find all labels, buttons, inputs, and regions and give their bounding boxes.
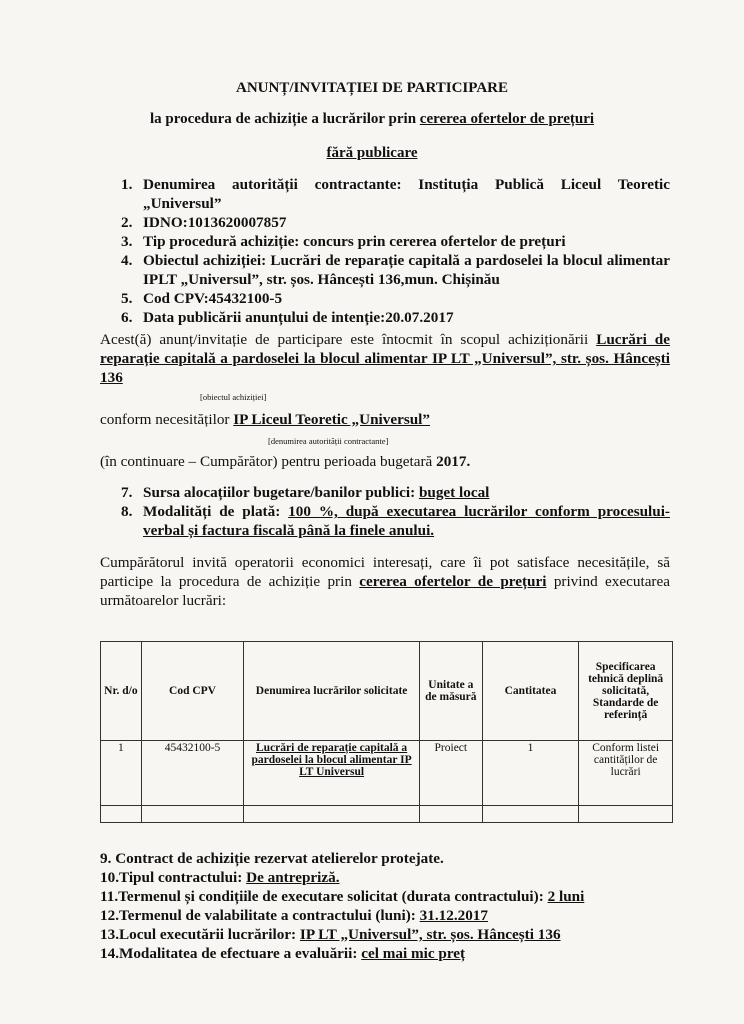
authority-note: [denumirea autorității contractante] xyxy=(268,436,389,446)
table-row xyxy=(101,806,673,823)
table-cell xyxy=(579,806,673,823)
list-item: 8. Modalități de plată: 100 %, după executarea lucrărilor conform procesului-verbal și factura fiscală până la finele anului. xyxy=(121,503,670,539)
list-item: 13.Locul executării lucrărilor: IP LT „Universul”, str. șos. Hâncești 136 xyxy=(100,926,561,943)
authority-name: IP Liceul Teoretic „Universul” xyxy=(233,411,430,428)
list-item: 4. Obiectul achiziției: Lucrări de reparație capitală a pardoselei la blocul alimentar IPLT „Universul”, str. șos. Hâncești 136,mun. Chișinău xyxy=(121,252,670,288)
list-item: 7. Sursa alocațiilor bugetare/banilor publici: buget local xyxy=(121,484,490,501)
table-header: Cantitatea xyxy=(482,642,579,741)
table-row xyxy=(101,741,673,806)
invitation-procedure: cererea ofertelor de prețuri xyxy=(359,573,547,590)
table-cell xyxy=(482,806,579,823)
table-header: Specificarea tehnică deplină solicitată, Standarde de referință xyxy=(579,642,673,741)
table-cell: 1 xyxy=(482,741,579,806)
table-cell xyxy=(244,806,420,823)
table-cell xyxy=(419,806,482,823)
table-cell: 45432100-5 xyxy=(141,741,243,806)
table-header: Cod CPV xyxy=(141,642,243,741)
table-cell: Lucrări de reparație capitală a pardoselei la blocul alimentar IP LT Universul xyxy=(244,741,420,806)
document-subtitle xyxy=(0,111,744,128)
list-item: 3. Tip procedură achiziție: concurs prin cererea ofertelor de prețuri xyxy=(121,233,566,250)
section-list-1 xyxy=(100,175,670,327)
list-item: 11.Termenul și condițiile de executare solicitat (durata contractului): 2 luni xyxy=(100,888,585,905)
paragraph-authority: conform necesităților IP Liceul Teoretic „Universul” xyxy=(100,411,430,428)
table-cell: 1 xyxy=(101,741,142,806)
list-item: 14.Modalitatea de efectuare a evaluării: cel mai mic preț xyxy=(100,945,466,962)
works-table xyxy=(100,641,673,823)
budget-year: 2017. xyxy=(436,453,471,470)
document-title: ANUNȚ/INVITAȚIEI DE PARTICIPARE xyxy=(235,80,508,96)
subtitle-no-publication: fără publicare xyxy=(326,145,418,161)
table-cell xyxy=(101,806,142,823)
procurement-object: Lucrări de reparație capitală a pardoselei la blocul alimentar IP LT „Universul”, str. șos. Hâncești 136 xyxy=(100,331,670,386)
list-item: 2. IDNO:1013620007857 xyxy=(121,214,287,231)
list-item: 5. Cod CPV:45432100-5 xyxy=(121,290,283,307)
subtitle-prefix: la procedura de achiziție a lucrărilor prin xyxy=(149,111,420,127)
list-item: 6. Data publicării anunțului de intenție:20.07.2017 xyxy=(121,309,454,326)
subtitle-procedure: cererea ofertelor de prețuri xyxy=(419,111,595,127)
section-list-3 xyxy=(100,849,690,963)
table-cell xyxy=(141,806,243,823)
list-item: 12.Termenul de valabilitate a contractului (luni): 31.12.2017 xyxy=(100,907,488,924)
list-item: 1. Denumirea autorității contractante: Instituția Publică Liceul Teoretic „Universul” xyxy=(121,176,670,212)
section-list-2 xyxy=(100,483,670,540)
list-item: 10.Tipul contractului: De antrepriză. xyxy=(100,869,340,886)
table-header: Denumirea lucrărilor solicitate xyxy=(244,642,420,741)
table-header-row xyxy=(101,642,673,741)
object-note: [obiectul achiziției] xyxy=(200,392,267,402)
table-header: Nr. d/o xyxy=(101,642,142,741)
paragraph-purpose: Acest(ă) anunț/invitație de participare este întocmit în scopul achiziționării Lucrări de reparație capitală a pardoselei la blocul alimentar IP LT „Universul”, str. șos. Hâncești 136 xyxy=(100,331,670,386)
paragraph-invitation: Cumpărătorul invită operatorii economici interesați, care îi pot satisface necesitățile, să participe la procedura de achiziție prin cererea ofertelor de prețuri privind executarea următoarelor lucrări: xyxy=(100,554,670,609)
table-header: Unitate a de măsură xyxy=(419,642,482,741)
table-cell: Proiect xyxy=(419,741,482,806)
paragraph-buyer: (în continuare – Cumpărător) pentru perioada bugetară 2017. xyxy=(100,453,471,470)
table-cell: Conform listei cantităților de lucrări xyxy=(579,741,673,806)
list-item: 9. Contract de achiziție rezervat atelierelor protejate. xyxy=(100,850,444,867)
